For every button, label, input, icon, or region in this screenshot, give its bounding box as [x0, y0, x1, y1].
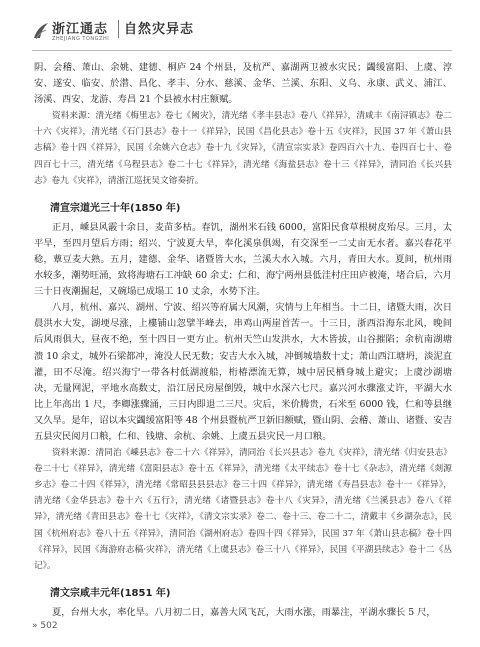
chapter-title: 自然灾异志: [124, 22, 195, 37]
body-paragraph: 夏，台州大水，率化旱。八月初二日，嘉善大风飞瓦，大雨水涨，雨暴注，平湖水骤长 5 尺，: [52, 606, 436, 618]
brand-name-en: ZHEJIANG TONGZHI: [52, 36, 110, 42]
brand-logo: [32, 14, 120, 54]
brand-name-cn: 浙江通志: [52, 22, 109, 37]
section-title: 清文宗咸丰元年(1851 年): [50, 587, 171, 599]
page-body: [34, 60, 452, 621]
spacer: [34, 574, 452, 580]
source-citation: 资料来源：清光绪《梅里志》卷七《阙灾》，清光绪《孝丰县志》卷八《祥异》，清咸丰《南浔镇志》卷二十六《灾祥》，清光绪《石门县志》卷十一《祥异》，民国《昌化县志》卷十五《灾祥》，民国 37 年《萧山县志稿》卷十四《祥异》，民国《余姚六仓志》卷十九《灾异》，《清宣宗实录》卷四百六十九、卷四百七十、卷四百七十三，清光绪《乌程县志》卷二十七《祥异》，清光绪《海盐县志》卷十三《祥异》，清同治《长兴县志》卷九《灾祥》，清浙江巡抚吴文镕奏折。: [34, 111, 452, 186]
wave-logo-icon: [32, 20, 50, 42]
page-marker-icon: »: [32, 621, 38, 631]
section-title: 清宣宗道光三十年(1850 年): [50, 202, 181, 214]
header-rule: [32, 50, 452, 51]
page-header: [0, 0, 480, 60]
body-paragraph: 八月，杭州、嘉兴、湖州、宁波、绍兴等府属大风潮，灾情与上年相当。十二日，诸暨大雨，次日晨洪水大发，湖埂尽涨，上樓铺山忽擘半峰去，串鸡山两崖首苦一。十三日，浙西沿海东北风，晚间后风雨俱大，昼夜不绝，至十四日一更方止。杭州天竺山发洪水，大木皆拔，山谷摧陷；余杭南湖塘溃 10 余丈，城外石梁都冲，淹没人民无数；安吉大水入城，冲倒城墙数十丈；萧山西江塘坍，淡泥直灌，田不尽淹。绍兴海宁一带各村低湖渡船，桁椿漂流无算，城中居民栖身城上避灾；上虞沙湖塘决，无量网泥，平地水高数丈，沿江居民房屋倒毁，城中水深六七尺。嘉兴河水骤涨丈许，平湖大水比上年高出 1 尺，李卿涨骤涌，三日内即退二三尺。灾后，米价腾贵，石米至 6000 钱，仁和等县继又久旱。是年，诏以本灾蠲缓富阳等 48 个州县暨杭严卫新旧额赋，暨山阴、会稽、萧山、诸暨、安吉五县灾民阅月口粮，仁和、钱塘、余杭、余姚、上虞五县灾民一月口粮。: [34, 302, 452, 442]
body-paragraph: 阴、会稽、萧山、余姚、建德、桐庐 24 个州县，及杭严、嘉湖两卫被水灾民；蠲缓富阳、上虞、淳安、遂安、临安、於潜、昌化、孝丰、分水、慈溪、金华、兰溪、东阳、义乌、永康、武义、浦江、汤溪、西安、龙游、寿昌 21 个县被水村庄额赋。: [34, 62, 452, 106]
source-citation: 资料来源：清同治《嵊县志》卷二十六《祥异》，清同治《长兴县志》卷九《灾祥》，清光绪《归安县志》卷二十七《祥异》，清光绪《富阳县志》卷十五《祥异》，清光绪《太平续志》卷十七《杂志》，清光绪《剡源乡志》卷二十四《祥异》，清光绪《常昭县县县志》卷三十四《祥异》，清光绪《寿昌县志》卷十一《祥异》，清光绪《金华县志》卷十六《五行》，清光绪《诸暨县志》卷十八《灾异》，清光绪《兰溪县志》卷八《祥异》，清光绪《青田县志》卷十七《灾祥》，《清文宗实录》卷二、卷十三、卷二十二，清戴丰《乡湖杂志》，民国《杭州府志》卷八十五《祥异》，清同治《湖州府志》卷四十四《祥异》，民国 37 年《萧山县志稿》卷十四《祥异》，民国《海游府志稿·灾祥》，清光绪《上虞县志》卷三十八《祥异》，民国《平湖县续志》卷十二《丛记》。: [34, 448, 452, 571]
header-divider: [118, 20, 119, 38]
body-paragraph: 正月，嵊县风霰十余日，麦苗多枯。春饥，湖州米石钱 6000，富阳民食草根树皮殆尽。三月，太平旱，至四月望后方雨；绍兴、宁波夏大旱，奉化溪泉俱竭，有交深至一二丈亩无水者。嘉兴春花平稔，蕈豆麦大熟。五月，建德、金华、诸暨皆大水，兰溪大水入城。六月，青田大水。夏间，杭州雨水较多，潮势旺涌，致将海塘石工冲缺 60 余丈；仁和、海宁两州县低洼村庄田庐被淹，堵合后，六月三十日夜潮掘起，又碗塌已成塌工 10 丈余，水势下注。: [34, 221, 452, 298]
page-number: [32, 621, 58, 631]
spacer: [34, 189, 452, 195]
page-number-text: 502: [40, 621, 58, 631]
